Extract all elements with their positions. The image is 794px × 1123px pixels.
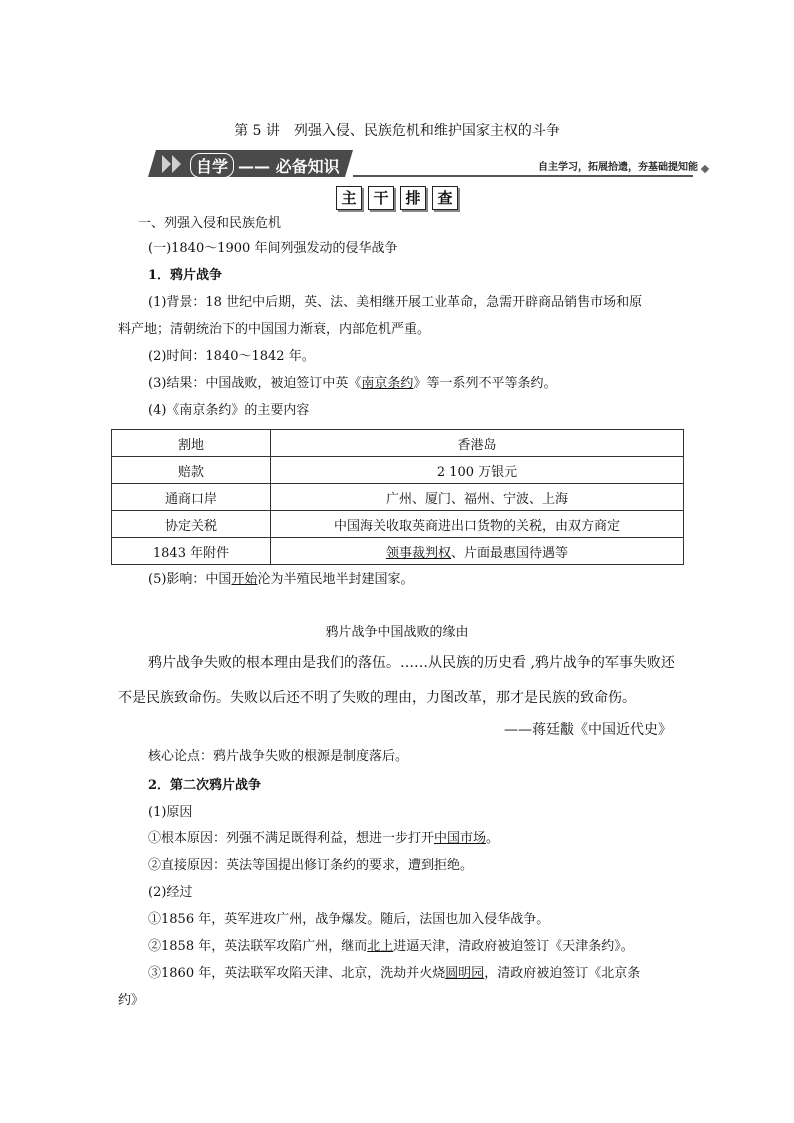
subheading-second-opium-war: 2．第二次鸦片战争	[148, 778, 262, 793]
table-row	[112, 484, 684, 511]
section-banner	[148, 150, 708, 180]
table-value: 香港岛	[271, 430, 684, 457]
core-argument: 核心论点：鸦片战争失败的根源是制度落后。	[148, 749, 409, 764]
reading-source: ——蒋廷黻《中国近代史》	[504, 722, 672, 738]
chevron-right-icon	[172, 155, 181, 173]
banner-label: 自学 —— 必备知识	[190, 153, 340, 178]
table-key: 割地	[112, 430, 271, 457]
table-key: 1843 年附件	[112, 538, 271, 565]
time-line: (2)时间：1840～1842 年。	[148, 349, 315, 364]
course-heading: (2)经过	[148, 885, 193, 900]
impact-line: (5)影响：中国开始沦为半殖民地半封建国家。	[148, 572, 414, 587]
course-1: ①1856 年，英军进攻广州，战争爆发。随后，法国也加入侵华战争。	[148, 912, 550, 927]
table-row	[112, 430, 684, 457]
result-line: (3)结果：中国战败，被迫签订中英《南京条约》等一系列不平等条约。	[148, 376, 557, 391]
lesson-title: 第 5 讲 列强入侵、民族危机和维护国家主权的斗争	[234, 123, 560, 139]
heading-1: 一、列强入侵和民族危机	[138, 216, 282, 231]
diamond-icon	[701, 165, 709, 173]
treaty-table	[111, 429, 684, 565]
cause-heading: (1)原因	[148, 805, 193, 820]
subheading-opium-war: 1．鸦片战争	[148, 268, 223, 283]
reading-title: 鸦片战争中国战败的缘由	[325, 625, 469, 640]
background-line-1: (1)背景：18 世纪中后期，英、法、美相继开展工业革命，急需开辟商品销售市场和原	[148, 295, 643, 310]
reading-paragraph-2: 不是民族致命伤。失败以后还不明了失败的理由，力图改革，那才是民族的致命伤。	[118, 690, 636, 706]
section-heading-boxes	[0, 186, 794, 210]
course-2: ②1858 年，英法联军攻陷广州，继而北上进逼天津，清政府被迫签订《天津条约》。	[148, 939, 634, 954]
heading-box: 查	[432, 186, 458, 210]
reading-paragraph-1: 鸦片战争失败的根本理由是我们的落伍。……从民族的历史看 ,鸦片战争的军事失败还	[148, 655, 675, 671]
chevron-right-icon	[162, 155, 171, 173]
cause-2: ②直接原因：英法等国提出修订条约的要求，遭到拒绝。	[148, 858, 474, 873]
table-key: 赔款	[112, 457, 271, 484]
table-row	[112, 511, 684, 538]
table-row	[112, 457, 684, 484]
heading-box: 主	[336, 186, 362, 210]
banner-tagline: 自主学习，拓展拾遗，夯基础提知能	[538, 162, 698, 173]
table-value: 2 100 万银元	[271, 457, 684, 484]
banner-rule	[353, 175, 693, 177]
table-value: 领事裁判权、片面最惠国待遇等	[271, 538, 684, 565]
table-key: 协定关税	[112, 511, 271, 538]
table-value: 中国海关收取英商进出口货物的关税，由双方商定	[271, 511, 684, 538]
banner-zixue: 自学	[190, 153, 234, 178]
treaty-content-heading: (4)《南京条约》的主要内容	[148, 403, 310, 418]
table-row	[112, 538, 684, 565]
cause-1: ①根本原因：列强不满足既得利益，想进一步打开中国市场。	[148, 831, 500, 846]
heading-box: 干	[368, 186, 394, 210]
course-3-continued: 约》	[118, 993, 145, 1008]
heading-box: 排	[400, 186, 426, 210]
heading-2: (一)1840～1900 年间列强发动的侵华战争	[148, 241, 398, 256]
table-value: 广州、厦门、福州、宁波、上海	[271, 484, 684, 511]
course-3: ③1860 年，英法联军攻陷天津、北京，洗劫并火烧圆明园，清政府被迫签订《北京条	[148, 966, 641, 981]
table-key: 通商口岸	[112, 484, 271, 511]
background-line-2: 料产地；清朝统治下的中国国力渐衰，内部危机严重。	[118, 322, 431, 337]
